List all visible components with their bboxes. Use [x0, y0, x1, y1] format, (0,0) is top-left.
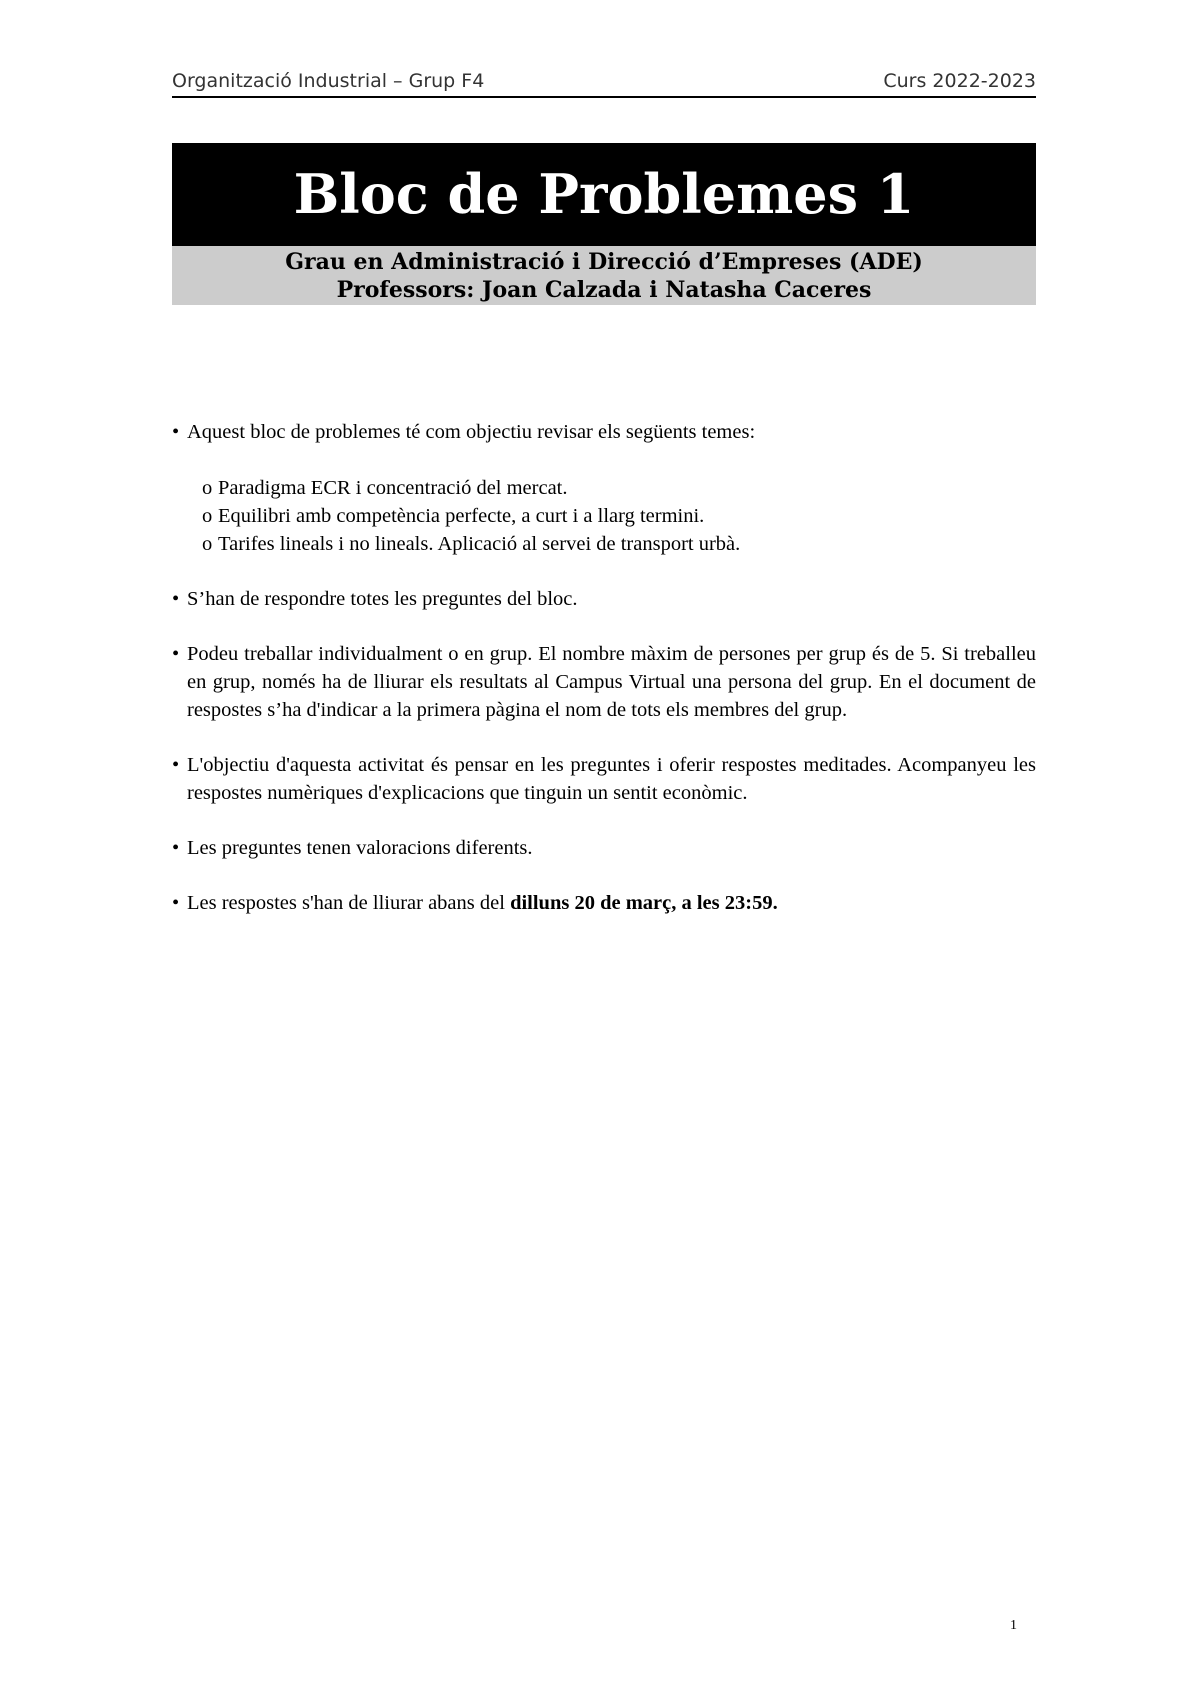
sub-bullet-icon: o: [202, 505, 213, 527]
bullet-icon: •: [172, 837, 180, 859]
list-item-intro: [172, 418, 1036, 446]
bullet-icon: •: [172, 588, 180, 610]
instructions: [172, 418, 1036, 944]
item-text: S’han de respondre totes les preguntes del bloc.: [187, 588, 578, 610]
professors-line: Professors: Joan Calzada i Natasha Caceres: [336, 277, 872, 303]
item-text: Podeu treballar individualment o en grup. El nombre màxim de persones per grup és de 5. Si treballeu en grup, només ha de lliurar els resultats al Campus Virtual una persona del grup. En el document de respostes s’ha d'indicar a la primera pàgina el nom de tots els membres del grup.: [187, 643, 1036, 721]
subtitle-box: [172, 246, 1036, 305]
bullet-icon: •: [172, 643, 180, 665]
topic-text: Paradigma ECR i concentració del mercat.: [218, 477, 568, 499]
sub-bullet-icon: o: [202, 477, 213, 499]
deadline-text: Les respostes s'han de lliurar abans del: [187, 892, 511, 914]
document-title: Bloc de Problemes 1: [172, 143, 1036, 246]
list-item: [172, 751, 1036, 807]
topic-item: [202, 502, 1036, 530]
topics-list: [172, 474, 1036, 558]
page-header: [172, 70, 1036, 98]
course-name: Organització Industrial – Grup F4: [172, 70, 485, 92]
bullet-icon: •: [172, 421, 180, 443]
bullet-icon: •: [172, 892, 180, 914]
list-item-deadline: [172, 889, 1036, 917]
intro-text: Aquest bloc de problemes té com objectiu revisar els següents temes:: [187, 421, 756, 443]
degree-line: Grau en Administració i Direcció d’Empreses (ADE): [285, 249, 923, 275]
topic-item: [202, 530, 1036, 558]
topic-item: [202, 474, 1036, 502]
topic-text: Equilibri amb competència perfecte, a curt i a llarg termini.: [218, 505, 705, 527]
course-year: Curs 2022-2023: [883, 70, 1036, 92]
item-text: Les preguntes tenen valoracions diferents.: [187, 837, 533, 859]
deadline-date: dilluns 20 de març, a les 23:59.: [510, 892, 778, 914]
topic-text: Tarifes lineals i no lineals. Aplicació al servei de transport urbà.: [218, 533, 741, 555]
list-item: [172, 640, 1036, 724]
bullet-icon: •: [172, 754, 180, 776]
list-item: [172, 585, 1036, 613]
item-text: L'objectiu d'aquesta activitat és pensar en les preguntes i oferir respostes meditades. Acompanyeu les respostes numèriques d'explicacions que tinguin un sentit econòmic.: [187, 754, 1036, 804]
page-number: 1: [1010, 1618, 1017, 1633]
sub-bullet-icon: o: [202, 533, 213, 555]
list-item: [172, 834, 1036, 862]
